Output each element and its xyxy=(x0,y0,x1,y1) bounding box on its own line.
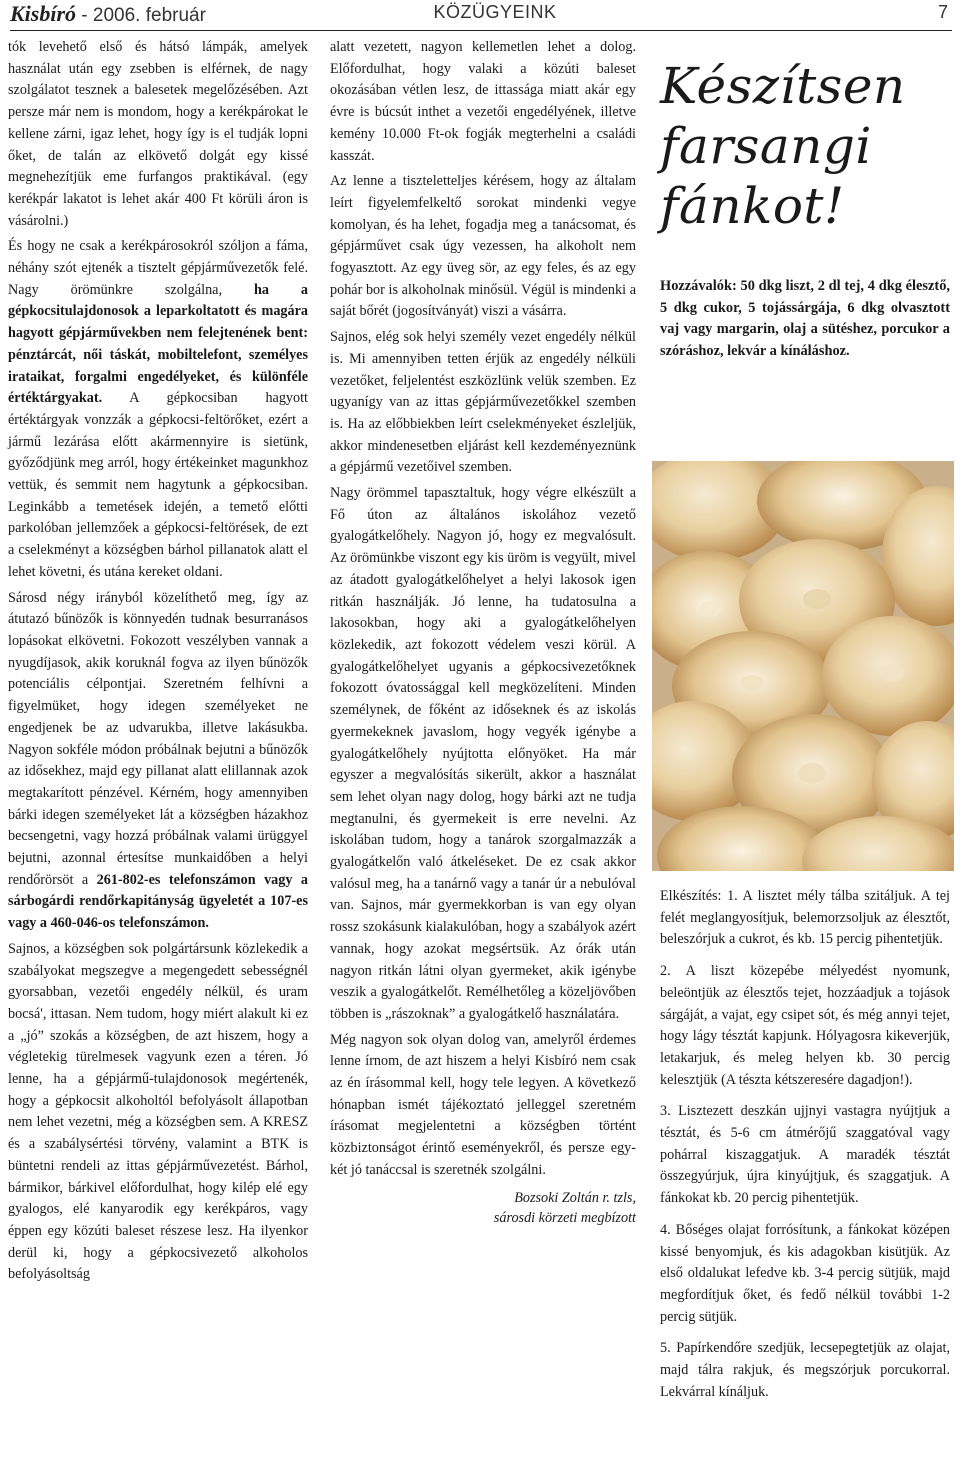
recipe-title-line: fánkot! xyxy=(660,177,845,235)
header-section: KÖZÜGYEINK xyxy=(433,2,557,22)
article-text: tók levehető első és hátsó lámpák, amelyek használat után egy zsebben is elférnek, de nagy szolgálatot tesznek a balesetek megelőzésében. Azt persze már nem is mondom, hogy a kerékpárokat le kellene zárni, igaz lehet, hogy így is el tudják lopni őket, de talán az elkövető dolgát egy kissé megnehezítjük eme furfangos praktikával. (egy kerékpár lakatot is lehet akár 400 Ft körüli áron is vásárolni.) xyxy=(8,39,308,229)
signature-name: Bozsoki Zoltán r. tzls, xyxy=(514,1189,636,1206)
donuts-photo xyxy=(652,461,954,871)
article-column-1 xyxy=(8,37,308,1286)
article-paragraph: Még nagyon sok olyan dolog van, amelyről érdemes lenne írnom, de azt hiszem a helyi Kisbíró nem csak az én írásommal kell, hogy tele legyen. A következő hónapban ismét tájékoztató jelleggel szeretném írásomat megjelentetni a községben történt közbiztonságot érintő eseményekről, és persze egy-két jó tanáccsal is szeretnék szolgálni. xyxy=(330,1031,636,1178)
article-text: Sajnos, a községben sok polgártársunk közlekedik a szabályokat megszegve a megengedett sebességnél gyorsabban, vezetői engedély nélkül, és uram bocsá', ittasan. Nem tudom, hogy miért alakult ki ez a „jó” szokás a községben, de azt hiszem, hogy a végletekig türelmesek vagyunk ezen a téren. Jó lenne, ha a gépjármű-tulajdonosok megértenék, hogy a gépkocsit alkoholtól befolyásolt állapotban nem lehet vezetni, még a községben sem. A KRESZ és a szabálysértési törvény, valamint a BTK is büntetni rendeli az ittas gépjárművezetést. Bárhol, bármikor, bárkivel előfordulhat, hogy kilép elé egy gyalogos, elé kanyarodik egy kerékpáros, vagy éppen egy közúti baleset részese lesz. Ha ilyenkor derül ki, hogy a gépkocsivezető alkoholos befolyásoltság xyxy=(8,940,308,1283)
article-signature xyxy=(330,1188,636,1228)
article-paragraph xyxy=(8,939,308,1286)
article-paragraph xyxy=(8,236,308,583)
article-paragraph xyxy=(8,588,308,935)
article-bold-text: 261-802-es telefonszámon vagy a sárbogárdi rendőrkapitányság ügyeletét a 107-es vagy a 460-046-os telefonszámon. xyxy=(8,871,308,932)
recipe-title-line: Készítsen xyxy=(660,57,906,115)
recipe-step: Elkészítés: 1. A lisztet mély tálba szitáljuk. A tej felét meglangyosítjuk, belemorzsoljuk az élesztőt, beleszórjuk a cukrot, és kb. 15 percig pihentetjük. xyxy=(660,888,950,948)
recipe-steps xyxy=(660,886,950,1413)
donuts-photo-illustration xyxy=(652,461,954,871)
article-text: A gépkocsiban hagyott értéktárgyak vonzzák a gépkocsi-feltörőket, ezért a jármű lezárása előtt akármennyire is sietünk, győződjünk meg arról, hogy értékeinket magunkhoz vettük, és semmit nem hagytunk a gépkocsiban. Leginkább a temetések idején, a temető előtti parkolóban jellemzőek a gépkocsi-feltörések, de ezt a cselekményt a községben bárhol pillanatok alatt el lehet követni, és utána kereket oldani. xyxy=(8,390,308,580)
article-bold-text: ha a gépkocsitulajdonosok a leparkoltatott és magára hagyott gépjárművekben nem felejtenének bent: pénztárcát, női táskát, mobiltelefont, személyes irataikat, forgalmi engedélyeket, és különféle értéktárgyakat. xyxy=(8,281,308,407)
header-page-number: 7 xyxy=(937,2,948,22)
article-text: És hogy ne csak a kerékpárosokról szóljon a fáma, néhány szót ejtenék a tisztelt gépjárművezetők felé. Nagy örömünkre szolgálna, xyxy=(8,238,308,298)
recipe-title-line: farsangi xyxy=(660,117,872,175)
article-paragraph: Sajnos, elég sok helyi személy vezet engedély nélkül is. Mi amennyiben tetten érjük az engedély nélküli vezetőket, feljelentést eszközlünk velük szemben. Ez ugyanígy van az ittas gépjárművezetőkkel szemben is. Ha az előbbiekben leírt cselekményeket észleljük, akkor mindenesetben eljárást kell kezdeményeznünk a gépjármű vezetőivel szemben. xyxy=(330,329,636,476)
article-paragraph xyxy=(8,37,308,232)
article-text: Sárosd négy irányból közelíthető meg, így az átutazó bűnözők is könnyedén tudnak besurranásos lopásokat elkövetni. Fokozott veszélyben vannak a nyugdíjasok, akik koruknál fogva az ilyen bűnözők potenciális célpontjai. Szeretném felhívni a figyelmüket, hogy idegen személyeket ne engedjenek be az udvarukba, illetve lakásukba. Nagyon sokféle módon próbálnak bejutni a bűnözők az idősekhez, majd egy pillanat alatt elillannak azok megtakarított pénzével. Kérném, hogy amennyiben bárki idegen személyeket lát a községben házakhoz becsengetni, vagy hozzá próbálnak valami ürüggyel bejutni, azonnal értesítse munkaidőben a helyi rendőrörsöt a xyxy=(8,589,308,888)
page-header xyxy=(10,0,952,31)
recipe-step: 4. Bőséges olajat forrósítunk, a fánkokat középen kissé benyomjuk, és kis adagokban kisütjük. Az első oldalukat lefedve kb. 3-4 percig sütjük, majd megfordítjuk őket, és fedő nélkül további 1-2 percig sütjük. xyxy=(660,1221,950,1325)
header-date: - 2006. február xyxy=(76,5,206,26)
recipe-step: 2. A liszt közepébe mélyedést nyomunk, beleöntjük az élesztős tejet, hozzáadjuk a tojások sárgáját, a vajat, egy csipet sót, és még annyi tejet, hogy lágy tésztát kapjunk. Hólyagosra kikeverjük, letakarjuk, és meleg helyen kb. 30 percig kelesztjük (A tészta kétszeresére dagadjon!). xyxy=(660,963,950,1088)
signature-title: sárosdi körzeti megbízott xyxy=(493,1209,636,1226)
recipe-title xyxy=(660,56,954,236)
recipe-step: 3. Lisztezett deszkán ujjnyi vastagra nyújtjuk a tésztát, és 5-6 cm átmérőjű szaggatóval vagy pohárral kiszaggatjuk. A maradék tésztát összegyúrjuk, újra kinyújtjuk, és szaggatjuk. A fánkokat kb. 20 percig pihentetjük. xyxy=(660,1103,950,1207)
recipe-sidebar xyxy=(652,38,954,1462)
article-paragraph: alatt vezetett, nagyon kellemetlen lehet a dolog. Előfordulhat, hogy valaki a közúti baleset okozásában vétlen lesz, de ittassága miatt akár egy évre is búcsút inthet a vezetői engedélyének, illetve kemény 10.000 Ft-ok fogják megterhelni a családi kasszát. xyxy=(330,39,636,164)
article-paragraph: Nagy örömmel tapasztaltuk, hogy végre elkészült a Fő úton az általános iskolához vezető gyalogátkelőhely. Nagyon jó, hogy ez megvalósult. Az örömünkbe viszont egy kis üröm is vegyült, mivel az átadott gyalogátkelőhelyet a helyi lakosok igen ritkán használják. Jó lenne, ha tudatosulna a lakosokban, hogy aki a gyalogátkelőhelyen közlekedik, azt fokozott védelem veszi körül. A gyalogátkelőhelyet ugyanis a gépkocsivezetőknek fokozott óvatossággal kell megközelíteni. Minden személynek, de főként az időseknek és az iskolás gyermekeknek javaslom, hogy vegyék igénybe a gyalogátkelőhely nyújtotta előnyöket. Ha már egyszer a megvalósítás sikerült, akkor a használat sem lehet olyan nagy dolog, hogy bárki azt ne tudja megtanulni, és gyermekeit is erre nevelni. Az iskolában tudom, hogy a tanárok szorgalmazzák a gyalogátkelőn való átkeléseket. De ez csak akkor valósul meg, ha a tanárnő vagy a tanár úr a nebulóval van. Sajnos, már gyermekkorban is van egy olyan rossz szokásunk kialakulóban, hogy a szabályok azért vannak, hogy azokat megsértsük. Az órák után nagyon ritkán látni olyan gyermeket, akik igénybe veszik a gyalogátkelőt. Remélhetőleg a közeljövőben többen is „rászoknak” a gyalogátkelő használatára. xyxy=(330,485,636,1022)
article-column-2 xyxy=(330,37,636,1228)
recipe-step: 5. Papírkendőre szedjük, lecsepegtetjük az olajat, majd tálra rakjuk, és megszórjuk porcukorral. Lekvárral kínáljuk. xyxy=(660,1340,950,1400)
header-brand: Kisbíró xyxy=(10,1,77,26)
recipe-ingredients: Hozzávalók: 50 dkg liszt, 2 dl tej, 4 dkg élesztő, 5 dkg cukor, 5 tojássárgája, 6 dkg olvasztott vaj vagy margarin, olaj a sütéshez, porcukor a szóráshoz, lekvár a kínáláshoz. xyxy=(660,278,950,360)
header-brand-date xyxy=(10,1,206,27)
article-paragraph: Az lenne a tiszteletteljes kérésem, hogy az általam leírt figyelemfelkeltő sorokat mindenki vegye komolyan, és ha lehet, fogadja meg a tanácsomat, és gépjárművet csak úgy vezessen, ha alkoholt nem fogyasztott. Az egy üveg sör, az egy feles, és az egy pohár bor is alkoholnak minősül. Végül is mindenki a saját bőrét (jogosítványát) viszi a vásárra. xyxy=(330,173,636,320)
